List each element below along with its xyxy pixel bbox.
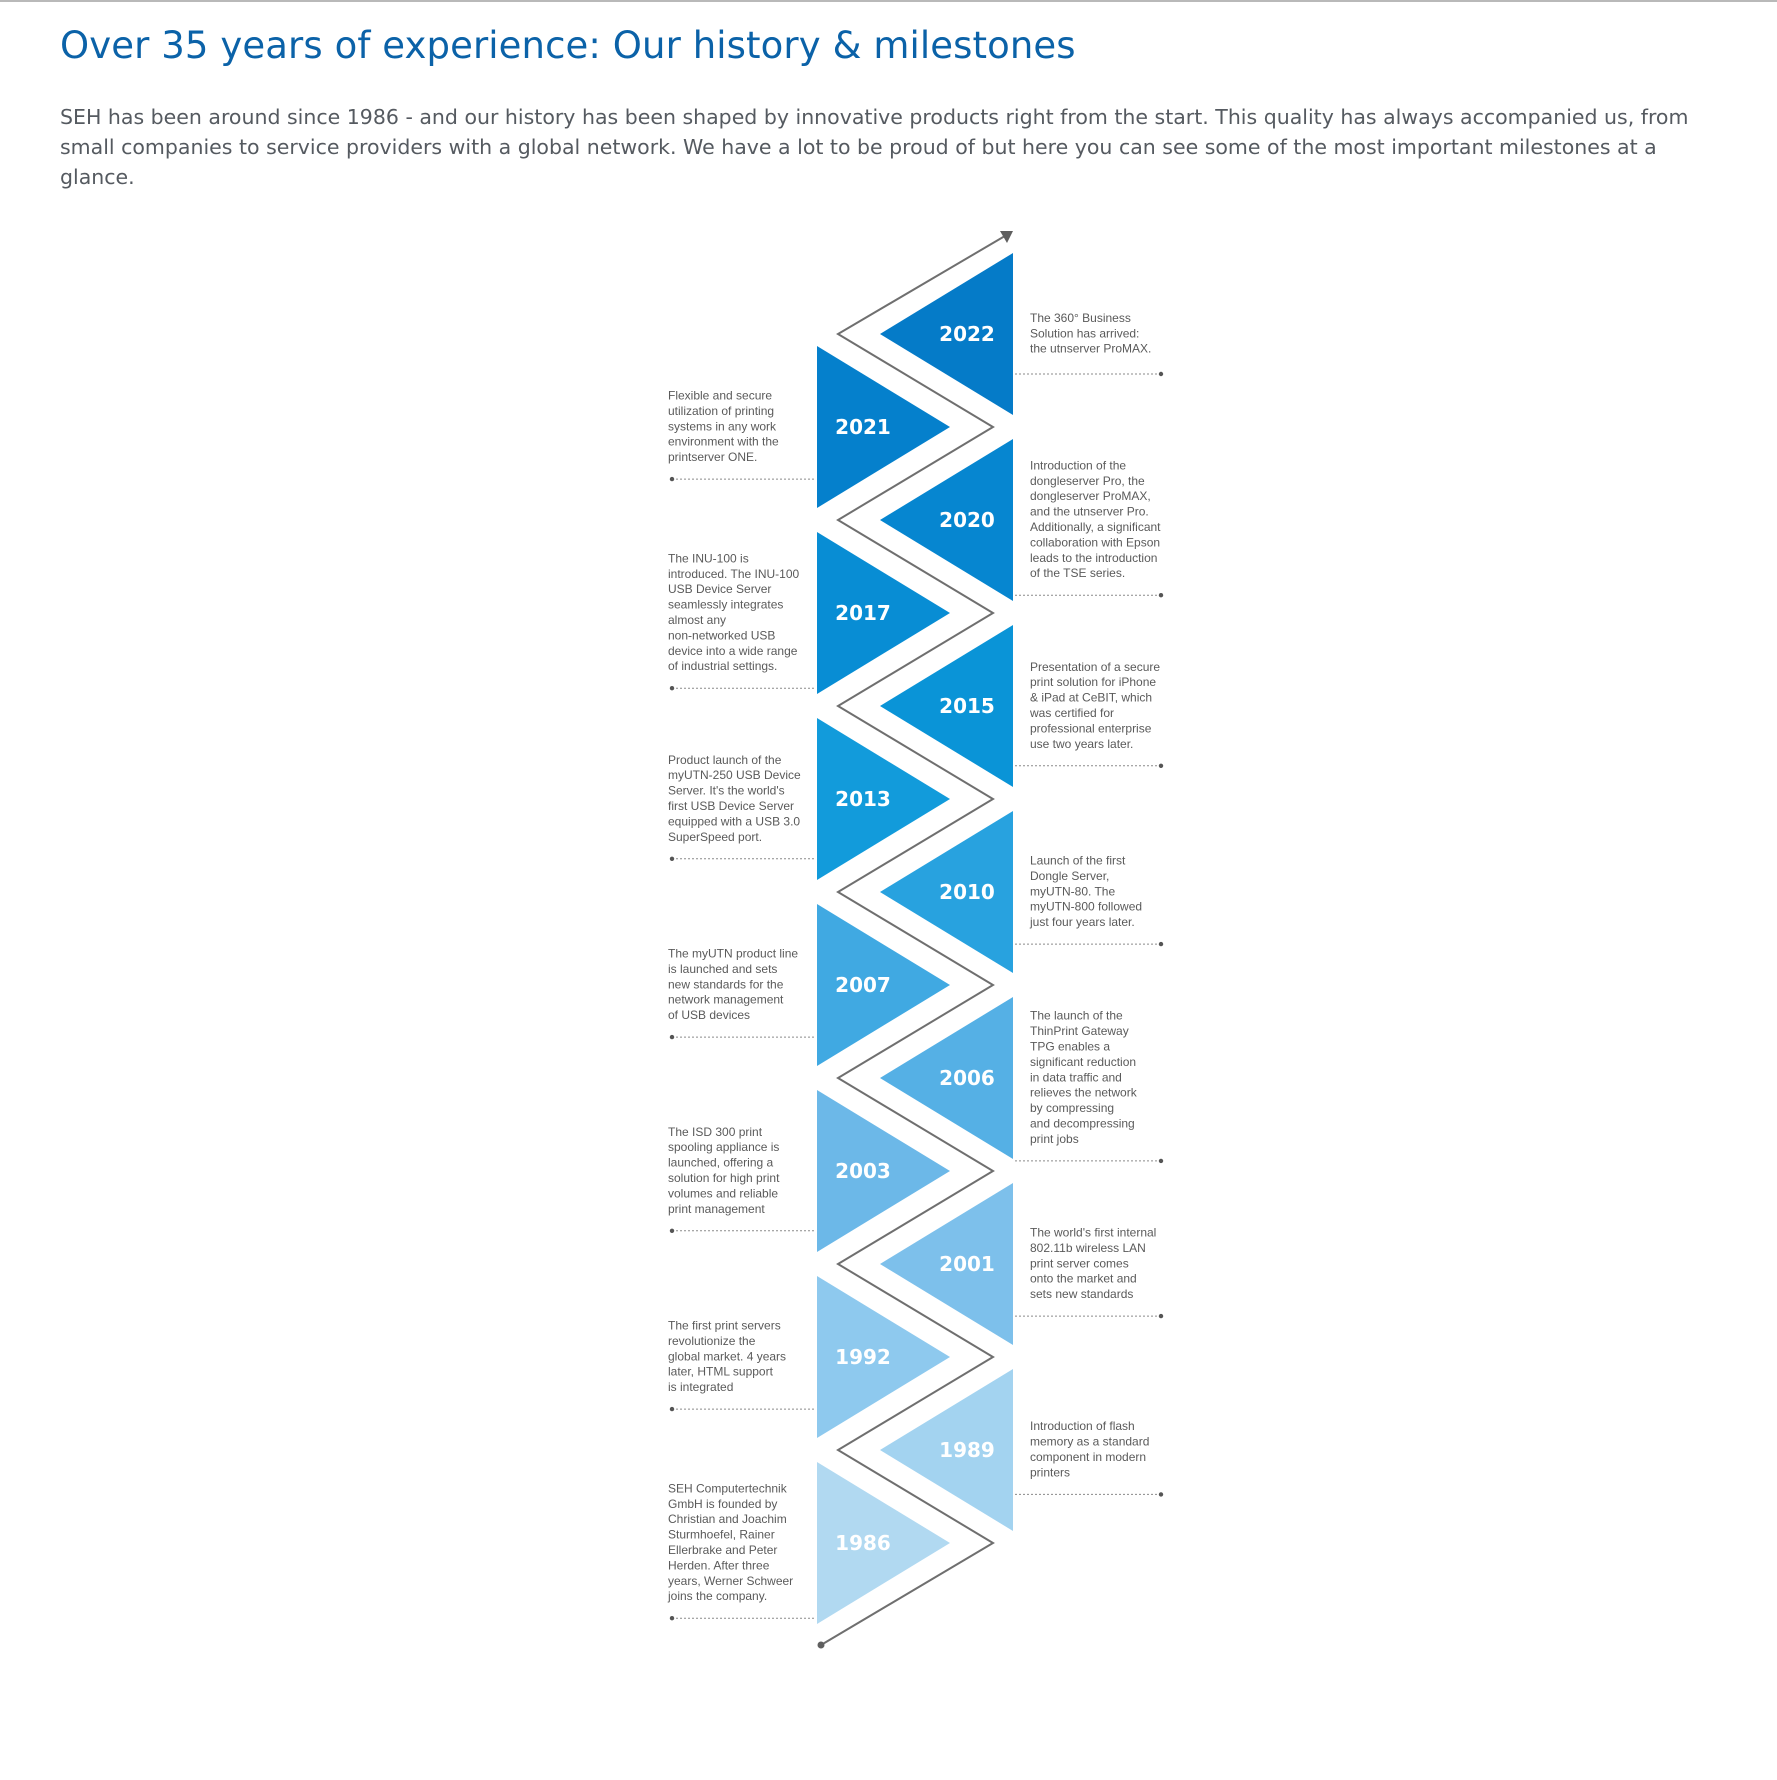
leader-dot-2022	[1159, 372, 1163, 376]
milestone-description-2001: The world's first internal 802.11b wireless LAN print server comes onto the market and sets new standards	[1030, 1225, 1157, 1302]
milestone-1986	[667, 1462, 950, 1624]
milestone-year-1989: 1989	[939, 1438, 995, 1462]
milestone-description-2003: The ISD 300 print spooling appliance is launched, offering a solution for high print volumes and reliable print management	[668, 1124, 780, 1216]
milestone-year-2003: 2003	[835, 1159, 891, 1183]
milestone-2022	[880, 253, 1163, 415]
milestone-description-2010: Launch of the first Dongle Server, myUTN-80. The myUTN-800 followed just four years later.	[1030, 853, 1143, 930]
milestone-year-1992: 1992	[835, 1345, 891, 1369]
milestone-description-2007: The myUTN product line is launched and sets new standards for the network management of USB devices	[668, 946, 799, 1023]
milestone-description-2020: Introduction of the dongleserver Pro, the dongleserver ProMAX, and the utnserver Pro. Additionally, a significant collaboration with Epson leads to the introduction of the TSE series.	[1030, 458, 1161, 581]
milestone-description-2006: The launch of the ThinPrint Gateway TPG enables a significant reduction in data traffic and relieves the network by compressing and decompressing print jobs	[1030, 1008, 1137, 1146]
leader-dot-1986	[670, 1616, 674, 1620]
milestone-year-2013: 2013	[835, 787, 891, 811]
milestone-description-2021: Flexible and secure utilization of printing systems in any work environment with the printserver ONE.	[668, 388, 779, 465]
milestone-description-1986: SEH Computertechnik GmbH is founded by Christian and Joachim Sturmhoefel, Rainer Ellerbrake and Peter Herden. After three years, Werner Schweer joins the company.	[668, 1481, 794, 1604]
leader-dot-2020	[1159, 593, 1163, 597]
milestone-2021	[668, 346, 950, 508]
milestone-2015	[880, 625, 1163, 787]
milestone-year-2017: 2017	[835, 601, 891, 625]
milestone-2007	[668, 904, 950, 1066]
leader-dot-2003	[670, 1229, 674, 1233]
leader-dot-2015	[1159, 764, 1163, 768]
milestone-2010	[880, 811, 1163, 973]
milestone-year-2007: 2007	[835, 973, 891, 997]
leader-dot-2006	[1159, 1159, 1163, 1163]
leader-dot-2001	[1159, 1314, 1163, 1318]
milestone-2020	[880, 439, 1163, 601]
timeline-start-dot	[818, 1642, 825, 1649]
milestone-year-2020: 2020	[939, 508, 995, 532]
leader-dot-2013	[670, 857, 674, 861]
milestone-1992	[668, 1276, 950, 1438]
milestone-2001	[880, 1183, 1163, 1345]
milestone-description-1989: Introduction of flash memory as a standard component in modern printers	[1030, 1419, 1150, 1480]
milestone-year-2006: 2006	[939, 1066, 995, 1090]
leader-dot-2017	[670, 686, 674, 690]
leader-dot-1989	[1159, 1492, 1163, 1496]
intro-paragraph: SEH has been around since 1986 - and our history has been shaped by innovative products right from the start. This quality has always accompanied us, from small companies to service providers with a global network. We have a lot to be proud of but here you can see some of the most important milestones at a glance.	[60, 105, 1689, 189]
milestone-description-1992: The first print servers revolutionize the global market. 4 years later, HTML support is integrated	[668, 1318, 787, 1395]
milestone-year-2010: 2010	[939, 880, 995, 904]
milestone-2006	[880, 997, 1163, 1163]
milestone-2017	[668, 532, 950, 694]
milestone-year-2022: 2022	[939, 322, 995, 346]
milestone-2003	[668, 1090, 950, 1252]
milestone-description-2015: Presentation of a secure print solution for iPhone & iPad at CeBIT, which was certified for professional enterprise use two years later.	[1030, 659, 1161, 751]
milestone-year-2015: 2015	[939, 694, 995, 718]
milestone-year-2001: 2001	[939, 1252, 995, 1276]
milestone-2013	[668, 718, 950, 880]
milestone-description-2013: Product launch of the myUTN-250 USB Device Server. It's the world's first USB Device Server equipped with a USB 3.0 SuperSpeed port.	[668, 752, 801, 844]
milestone-year-1986: 1986	[835, 1531, 891, 1555]
milestone-1989	[880, 1369, 1163, 1531]
milestone-year-2021: 2021	[835, 415, 891, 439]
page-title: Over 35 years of experience: Our history & milestones	[60, 24, 1076, 67]
milestone-description-2017: The INU-100 is introduced. The INU-100 USB Device Server seamlessly integrates almost any non-networked USB device into a wide range of industrial settings.	[668, 551, 800, 674]
milestone-description-2022: The 360° Business Solution has arrived: the utnserver ProMAX.	[1030, 310, 1152, 356]
leader-dot-2021	[670, 477, 674, 481]
leader-dot-1992	[670, 1407, 674, 1411]
leader-dot-2010	[1159, 942, 1163, 946]
leader-dot-2007	[670, 1035, 674, 1039]
